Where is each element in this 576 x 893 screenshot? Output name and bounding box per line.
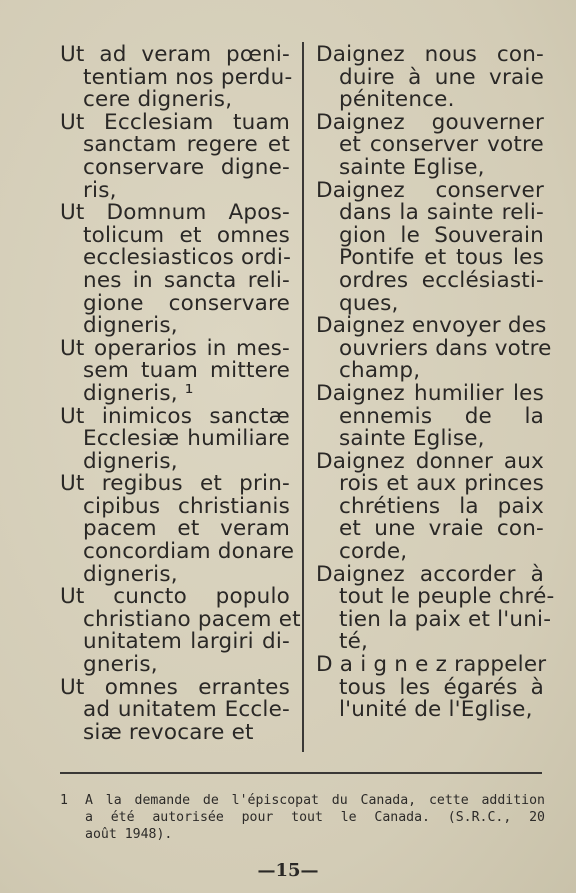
french-line: rois et aux princes — [339, 471, 544, 497]
french-line: champ, — [339, 358, 421, 384]
latin-line: christiano pacem et — [83, 606, 301, 632]
french-line: tout le peuple chré- — [339, 584, 555, 610]
latin-line: siæ revocare et — [83, 719, 254, 745]
latin-verse — [60, 109, 290, 203]
french-verse — [316, 313, 552, 384]
latin-line: nes in sancta reli- — [83, 267, 290, 293]
latin-line: Ut cuncto populo — [60, 584, 290, 610]
french-line: et une vraie con- — [339, 516, 544, 542]
french-line: sainte Eglise, — [339, 426, 485, 452]
french-verse — [316, 652, 547, 723]
latin-line: gione conservare — [83, 290, 290, 316]
french-line: ques, — [339, 290, 399, 316]
french-line: Daignez nous con- — [316, 42, 544, 67]
latin-line: sanctam regere et — [83, 132, 290, 158]
latin-column — [60, 42, 301, 745]
latin-line: Ut operarios in mes- — [60, 335, 290, 361]
latin-line: digneris, — [83, 561, 178, 587]
french-line: chrétiens la paix — [339, 493, 544, 519]
latin-verse — [60, 471, 295, 587]
french-verse — [316, 109, 544, 180]
footnote-line: août 1948). — [85, 827, 173, 842]
latin-line: cere digneris, — [83, 87, 233, 113]
latin-line: Ecclesiæ humiliare — [83, 426, 290, 452]
latin-line: ad unitatem Eccle- — [83, 697, 290, 723]
latin-line: pacem et veram — [83, 516, 290, 542]
latin-line: sem tuam mittere — [83, 358, 290, 384]
latin-line: digneris, ¹ — [83, 380, 194, 406]
french-verse — [316, 448, 544, 565]
french-line: ouvriers dans votre — [339, 335, 552, 361]
latin-line: ecclesiasticos ordi- — [83, 245, 292, 271]
french-verse — [316, 561, 555, 655]
latin-line: Ut Domnum Apos- — [60, 200, 290, 226]
latin-verse — [60, 42, 293, 113]
french-line: pénitence. — [339, 87, 455, 113]
french-line: corde, — [339, 539, 408, 565]
footnote-line: A la demande de l'épiscopat du Canada, cette addition — [85, 793, 545, 808]
latin-line: Ut omnes errantes — [60, 674, 290, 700]
latin-line: conservare digne- — [83, 154, 290, 180]
latin-line: gneris, — [83, 652, 158, 678]
french-line: Daignez envoyer des — [316, 313, 547, 339]
latin-line: cipibus christianis — [83, 493, 290, 519]
french-line: ordres ecclésiasti- — [339, 267, 544, 293]
latin-verse — [60, 335, 290, 406]
french-line: Daignez humilier les — [316, 380, 544, 406]
french-line: té, — [339, 629, 369, 655]
latin-line: Ut Ecclesiam tuam — [60, 109, 290, 135]
latin-line: digneris, — [83, 448, 178, 474]
french-verse — [316, 380, 544, 452]
french-line: duire à une vraie — [339, 64, 544, 90]
french-line: tous les égarés à — [339, 674, 544, 700]
french-line: ennemis de la — [339, 403, 544, 429]
french-line: l'unité de l'Eglise, — [339, 697, 533, 723]
french-line: et conserver votre — [339, 132, 544, 158]
french-line: dans la sainte reli- — [339, 200, 544, 226]
french-line: Pontife et tous les — [339, 245, 544, 271]
footnote-number: 1 — [60, 793, 68, 808]
latin-line: tentiam nos perdu- — [83, 64, 293, 90]
latin-line: Ut inimicos sanctæ — [60, 403, 290, 429]
latin-verse — [60, 584, 301, 678]
latin-line: Ut regibus et prin- — [60, 471, 290, 497]
latin-line: Ut ad veram pœni- — [60, 42, 290, 67]
column-divider — [302, 42, 304, 752]
french-line: gion le Souverain — [339, 222, 544, 248]
french-line: Daignez accorder à — [316, 561, 544, 587]
french-line: Daignez donner aux — [316, 448, 544, 474]
latin-verse — [60, 202, 290, 338]
french-column — [316, 42, 555, 723]
french-line: D a i g n e z rappeler — [316, 652, 547, 678]
footnote-rule — [60, 772, 542, 774]
latin-line: digneris, — [83, 313, 178, 339]
french-line: Daignez conserver — [316, 177, 544, 203]
latin-line: tolicum et omnes — [83, 222, 290, 248]
latin-line: ris, — [83, 177, 117, 203]
latin-verse — [60, 403, 290, 474]
french-line: tien la paix et l'uni- — [339, 606, 552, 632]
french-line: sainte Eglise, — [339, 154, 485, 180]
french-verse — [316, 177, 544, 316]
french-verse — [316, 44, 544, 112]
latin-line: concordiam donare — [83, 539, 295, 565]
footnote-line: a été autorisée pour tout le Canada. (S.R.C., 20 — [85, 810, 545, 825]
french-line: Daignez gouverner — [316, 109, 544, 135]
page-number: —15— — [257, 860, 319, 881]
latin-verse — [60, 674, 290, 745]
latin-line: unitatem largiri di- — [83, 629, 290, 655]
footnote-text — [85, 792, 545, 843]
